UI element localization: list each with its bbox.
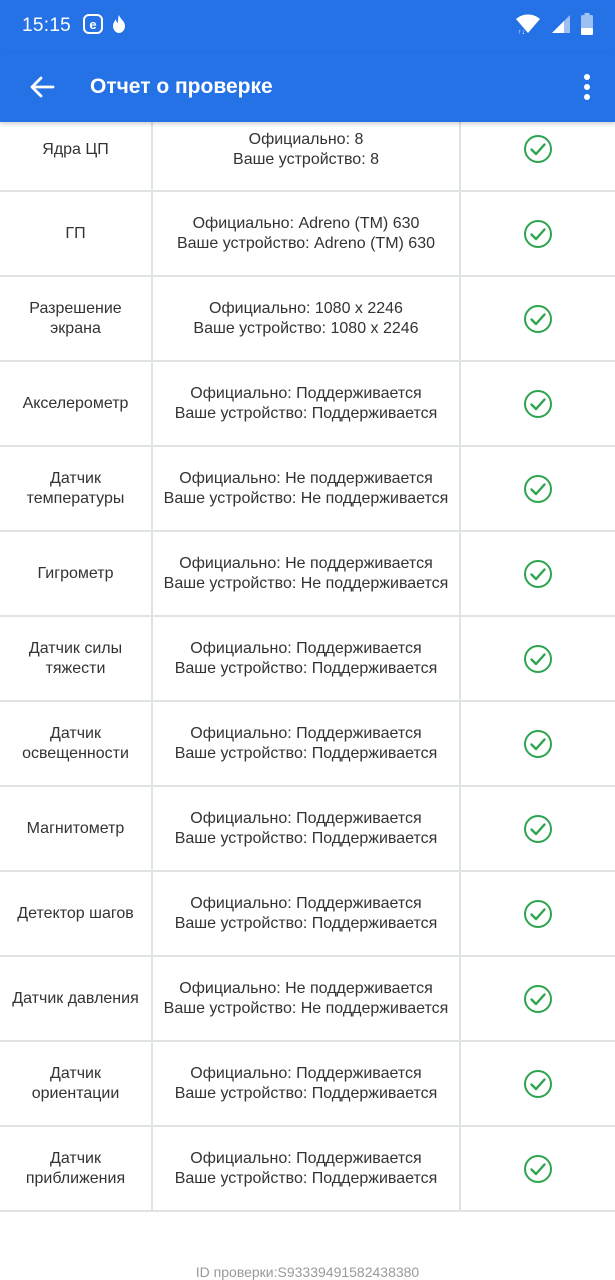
overflow-menu-button[interactable] bbox=[575, 69, 599, 105]
parameter-name: Разрешение экрана bbox=[0, 277, 153, 360]
status-cell bbox=[461, 872, 615, 955]
official-value: Официально: 1080 x 2246 bbox=[209, 299, 403, 317]
parameter-name: Акселерометр bbox=[0, 362, 153, 445]
device-value: Ваше устройство: Поддерживается bbox=[174, 829, 438, 847]
parameter-values bbox=[153, 192, 461, 275]
status-cell bbox=[461, 1127, 615, 1210]
parameter-values bbox=[153, 122, 461, 190]
device-value: Ваше устройство: Поддерживается bbox=[174, 1169, 438, 1187]
parameter-name: Датчик освещенности bbox=[0, 702, 153, 785]
device-value: Ваше устройство: Поддерживается bbox=[174, 914, 438, 932]
check-icon bbox=[523, 984, 553, 1014]
notification-e-icon bbox=[83, 14, 103, 39]
status-cell bbox=[461, 957, 615, 1040]
official-value: Официально: Поддерживается bbox=[190, 724, 422, 742]
status-bar bbox=[0, 0, 615, 52]
status-cell bbox=[461, 362, 615, 445]
official-value: Официально: Поддерживается bbox=[190, 1149, 422, 1167]
arrow-back-icon bbox=[29, 74, 55, 100]
parameter-values bbox=[153, 787, 461, 870]
check-icon bbox=[523, 814, 553, 844]
device-value: Ваше устройство: 1080 x 2246 bbox=[193, 319, 419, 337]
status-notification-icons bbox=[83, 14, 129, 39]
status-cell bbox=[461, 1042, 615, 1125]
device-value: Ваше устройство: Adreno (TM) 630 bbox=[176, 234, 435, 252]
table-row bbox=[0, 787, 615, 872]
table-row bbox=[0, 1127, 615, 1212]
table-row bbox=[0, 617, 615, 702]
parameter-values bbox=[153, 362, 461, 445]
parameter-name: Детектор шагов bbox=[0, 872, 153, 955]
official-value: Официально: Adreno (TM) 630 bbox=[192, 214, 420, 232]
svg-text:↑↓: ↑↓ bbox=[518, 28, 525, 34]
status-cell bbox=[461, 702, 615, 785]
official-value: Официально: Не поддерживается bbox=[179, 979, 433, 997]
official-value: Официально: Поддерживается bbox=[190, 1064, 422, 1082]
official-value: Официально: 8 bbox=[248, 131, 364, 148]
table-row bbox=[0, 957, 615, 1042]
table-row bbox=[0, 122, 615, 192]
parameter-values bbox=[153, 532, 461, 615]
check-icon bbox=[523, 134, 553, 164]
parameter-name: ГП bbox=[0, 192, 153, 275]
device-value: Ваше устройство: Поддерживается bbox=[174, 404, 438, 422]
check-icon bbox=[523, 1154, 553, 1184]
parameter-values bbox=[153, 1127, 461, 1210]
notification-flame-icon bbox=[109, 14, 129, 39]
official-value: Официально: Не поддерживается bbox=[179, 554, 433, 572]
table-row bbox=[0, 192, 615, 277]
check-icon bbox=[523, 219, 553, 249]
device-value: Ваше устройство: Поддерживается bbox=[174, 744, 438, 762]
app-bar bbox=[0, 52, 615, 122]
parameter-name: Датчик силы тяжести bbox=[0, 617, 153, 700]
parameter-name: Датчик ориентации bbox=[0, 1042, 153, 1125]
table-row bbox=[0, 447, 615, 532]
table-row bbox=[0, 277, 615, 362]
check-icon bbox=[523, 644, 553, 674]
status-cell bbox=[461, 447, 615, 530]
status-time: 15:15 bbox=[22, 15, 72, 36]
device-value: Ваше устройство: Поддерживается bbox=[174, 1084, 438, 1102]
check-icon bbox=[523, 304, 553, 334]
wifi-icon bbox=[515, 14, 541, 39]
parameter-values bbox=[153, 447, 461, 530]
device-value: Ваше устройство: Поддерживается bbox=[174, 659, 438, 677]
status-cell bbox=[461, 277, 615, 360]
status-cell bbox=[461, 192, 615, 275]
parameter-name: Датчик температуры bbox=[0, 447, 153, 530]
device-value: Ваше устройство: Не поддерживается bbox=[163, 574, 449, 592]
parameter-name: Датчик приближения bbox=[0, 1127, 153, 1210]
report-table bbox=[0, 122, 615, 1212]
device-value: Ваше устройство: 8 bbox=[233, 151, 379, 168]
official-value: Официально: Поддерживается bbox=[190, 639, 422, 657]
parameter-values bbox=[153, 277, 461, 360]
status-cell bbox=[461, 532, 615, 615]
parameter-values bbox=[153, 957, 461, 1040]
table-row bbox=[0, 532, 615, 617]
device-value: Ваше устройство: Не поддерживается bbox=[163, 489, 449, 507]
table-row bbox=[0, 1042, 615, 1127]
parameter-name: Ядра ЦП bbox=[0, 122, 153, 190]
parameter-name: Датчик давления bbox=[0, 957, 153, 1040]
status-cell bbox=[461, 122, 615, 190]
back-button[interactable] bbox=[26, 71, 58, 103]
official-value: Официально: Поддерживается bbox=[190, 384, 422, 402]
page-title: Отчет о проверке bbox=[90, 75, 273, 98]
check-icon bbox=[523, 474, 553, 504]
check-icon bbox=[523, 389, 553, 419]
battery-icon bbox=[581, 13, 593, 40]
parameter-values bbox=[153, 1042, 461, 1125]
parameter-values bbox=[153, 702, 461, 785]
table-row bbox=[0, 362, 615, 447]
parameter-values bbox=[153, 872, 461, 955]
table-row bbox=[0, 702, 615, 787]
svg-text:e: e bbox=[89, 16, 97, 32]
device-value: Ваше устройство: Не поддерживается bbox=[163, 999, 449, 1017]
check-icon bbox=[523, 729, 553, 759]
parameter-name: Гигрометр bbox=[0, 532, 153, 615]
check-icon bbox=[523, 899, 553, 929]
check-id-text: ID проверки:S93339491582438380 bbox=[195, 1264, 420, 1280]
status-cell bbox=[461, 617, 615, 700]
parameter-name: Магнитометр bbox=[0, 787, 153, 870]
cellular-signal-icon bbox=[551, 14, 571, 39]
status-cell bbox=[461, 787, 615, 870]
check-icon bbox=[523, 1069, 553, 1099]
more-vert-icon bbox=[583, 73, 591, 101]
table-row bbox=[0, 872, 615, 957]
check-icon bbox=[523, 559, 553, 589]
official-value: Официально: Не поддерживается bbox=[179, 469, 433, 487]
parameter-values bbox=[153, 617, 461, 700]
official-value: Официально: Поддерживается bbox=[190, 894, 422, 912]
official-value: Официально: Поддерживается bbox=[190, 809, 422, 827]
